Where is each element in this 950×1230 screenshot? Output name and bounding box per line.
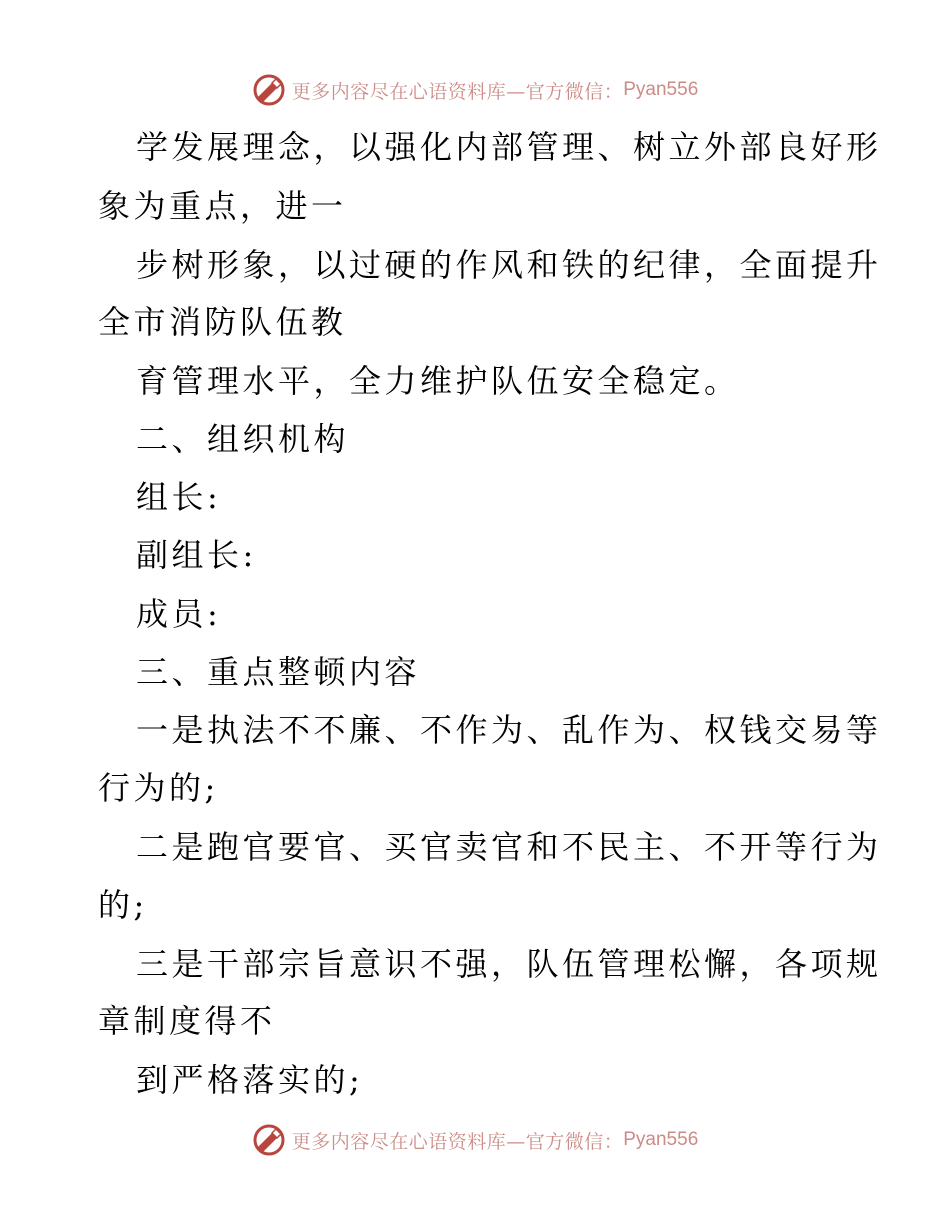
- text-line: 章制度得不: [98, 1002, 276, 1040]
- text-line: 副组长:: [136, 536, 257, 574]
- text-line: 育管理水平，全力维护队伍安全稳定。: [136, 362, 740, 400]
- watermark-wechat-id: Pyan556: [623, 1129, 699, 1150]
- watermark-wechat-id: Pyan556: [623, 79, 699, 100]
- text-line: 二是跑官要官、买官卖官和不民主、不开等行为: [136, 828, 882, 866]
- text-line: 到严格落实的;: [136, 1061, 364, 1099]
- text-line: 步树形象，以过硬的作风和铁的纪律，全面提升: [136, 246, 882, 284]
- text-line: 的;: [98, 886, 148, 924]
- header-watermark: [0, 70, 950, 110]
- text-line: 象为重点，进一: [98, 187, 347, 225]
- text-line: 一是执法不不廉、不作为、乱作为、权钱交易等: [136, 711, 882, 749]
- watermark-text: 更多内容尽在心语资料库—官方微信：: [291, 80, 624, 103]
- footer-watermark: [0, 1120, 950, 1160]
- text-line: 组长:: [136, 478, 222, 516]
- section-heading: 三、重点整顿内容: [136, 653, 421, 691]
- pen-logo-icon: [252, 1123, 286, 1157]
- text-line: 全市消防队伍教: [98, 303, 347, 341]
- pen-logo-icon: [252, 73, 286, 107]
- section-heading: 二、组织机构: [136, 420, 350, 458]
- text-line: 行为的;: [98, 769, 219, 807]
- text-line: 三是干部宗旨意识不强，队伍管理松懈，各项规: [136, 945, 882, 983]
- text-line: 学发展理念，以强化内部管理、树立外部良好形: [136, 128, 882, 166]
- watermark-text: 更多内容尽在心语资料库—官方微信：: [291, 1130, 624, 1153]
- text-line: 成员:: [136, 595, 222, 633]
